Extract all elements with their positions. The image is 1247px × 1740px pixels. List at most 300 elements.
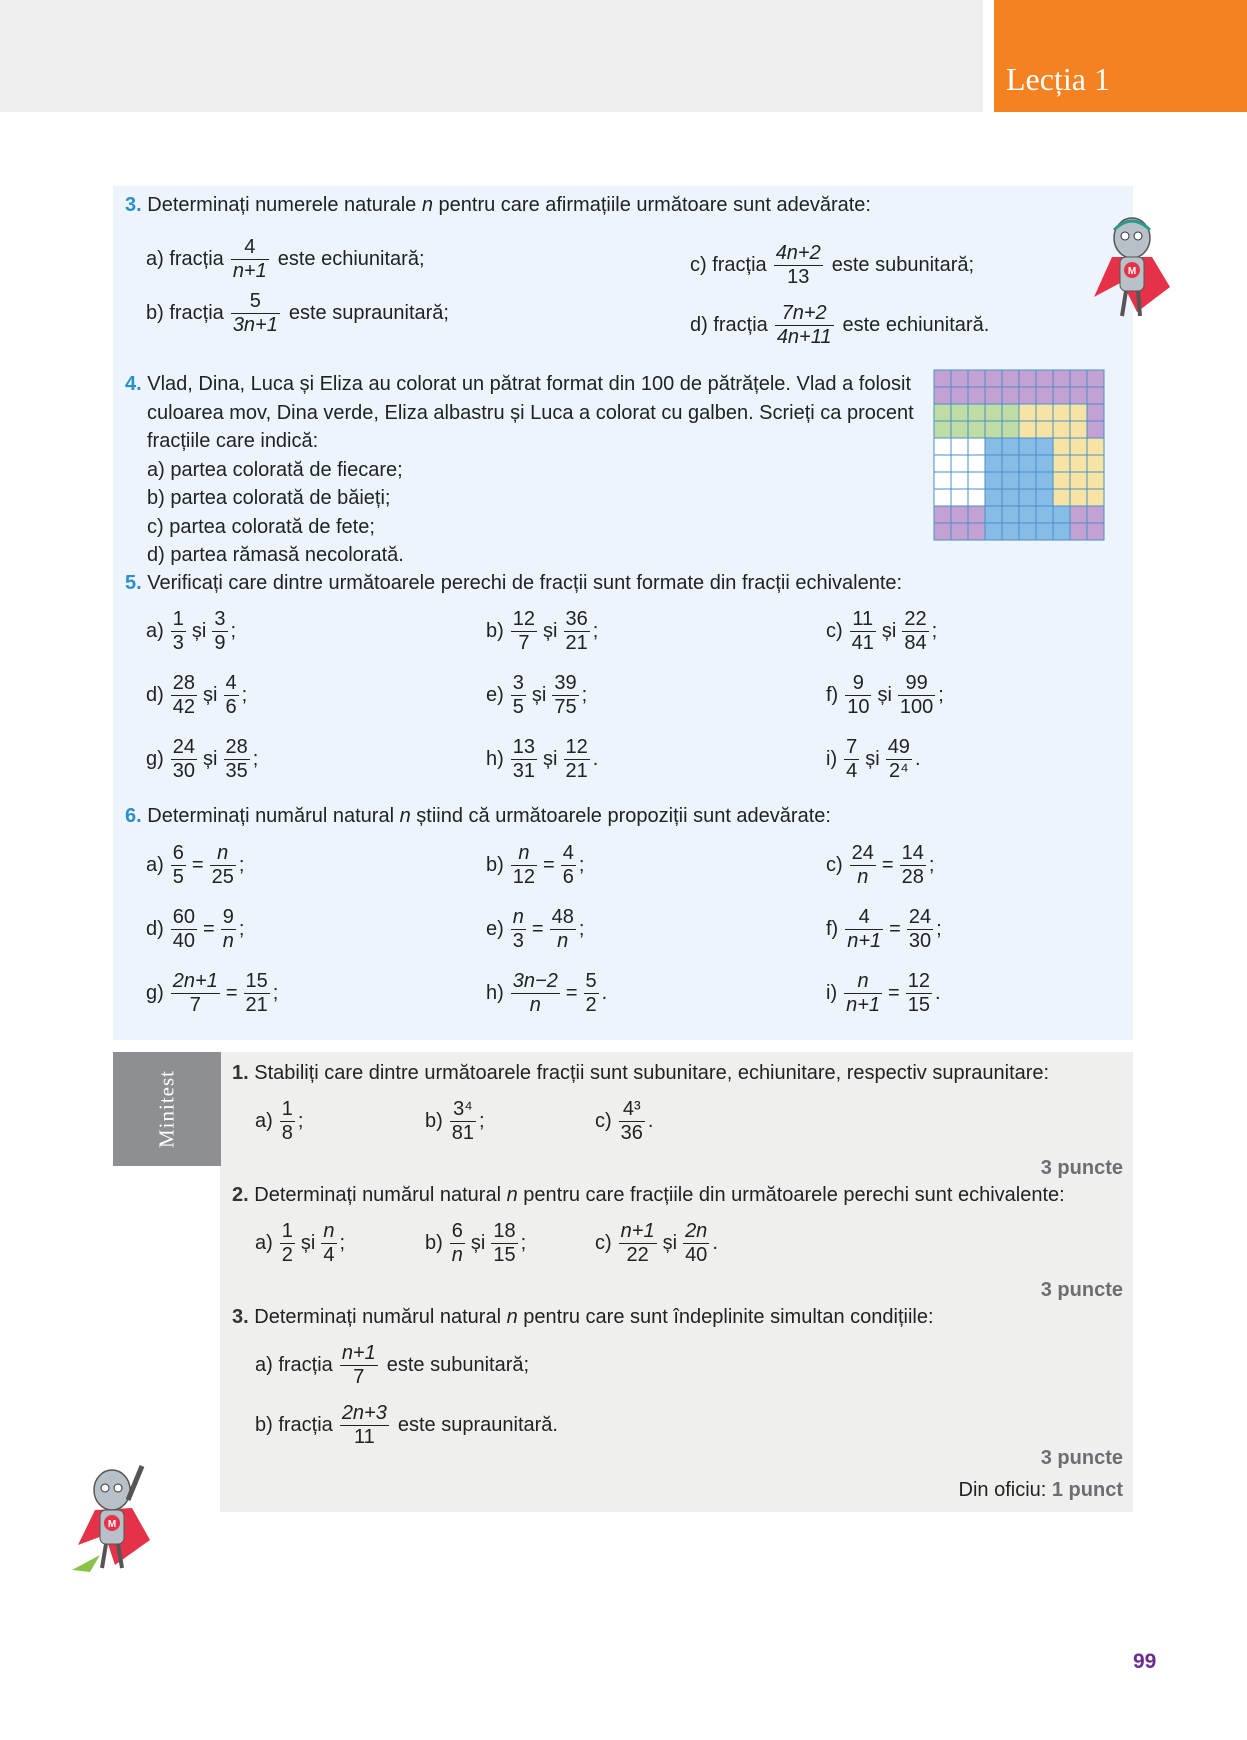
p4-line-1: Vlad, Dina, Luca și Eliza au colorat un pătrat format din 100 de pătrățele. Vlad a folosit bbox=[147, 373, 912, 395]
item-punctuation: ; bbox=[928, 854, 935, 876]
mini-q3-statement bbox=[232, 1306, 934, 1329]
si-word: și bbox=[470, 1232, 486, 1254]
mini-q1-statement bbox=[232, 1062, 1049, 1085]
p3-a-label: a) fracția bbox=[146, 248, 224, 270]
denominator: 4n+11 bbox=[776, 326, 832, 348]
denominator: 75 bbox=[554, 696, 577, 718]
grid-cell bbox=[934, 489, 951, 506]
item-punctuation: ; bbox=[581, 684, 588, 706]
denominator: 7 bbox=[340, 1365, 378, 1389]
grid-cell bbox=[968, 455, 985, 472]
denominator: 40 bbox=[172, 930, 196, 952]
numerator: 60 bbox=[172, 906, 196, 928]
mini-q3-number: 3. bbox=[232, 1306, 249, 1328]
p3-c-text: este subunitară; bbox=[831, 254, 975, 276]
grid-cell bbox=[1019, 472, 1036, 489]
grid-cell bbox=[934, 523, 951, 540]
lesson-title: Lecția 1 bbox=[1006, 61, 1110, 97]
denominator: 3 bbox=[172, 632, 184, 654]
grid-cell bbox=[934, 472, 951, 489]
fraction-right bbox=[906, 970, 932, 1017]
grid-cell bbox=[1070, 404, 1087, 421]
p4-line-2: culoarea mov, Dina verde, Eliza albastru și Luca a colorat cu galben. Scrieți ca procent bbox=[147, 401, 914, 424]
si-word: și bbox=[543, 748, 558, 770]
numerator: n+1 bbox=[620, 1220, 655, 1242]
minitest-tab bbox=[113, 1052, 221, 1166]
item-label: a) bbox=[146, 620, 164, 642]
grid-cell bbox=[985, 523, 1002, 540]
item-label: c) bbox=[595, 1110, 612, 1132]
denominator: 4 bbox=[846, 760, 858, 782]
item-label: b) bbox=[486, 620, 504, 642]
denominator: 9 bbox=[214, 632, 226, 654]
equals-sign: = bbox=[543, 854, 555, 876]
numerator: 9 bbox=[852, 672, 864, 694]
denominator: n+1 bbox=[232, 260, 267, 282]
grid-cell bbox=[1019, 523, 1036, 540]
grid-cell bbox=[1019, 421, 1036, 438]
grid-cell bbox=[1053, 506, 1070, 523]
grid-cell bbox=[1036, 489, 1053, 506]
p6items-item bbox=[826, 906, 942, 953]
equals-sign: = bbox=[889, 918, 901, 940]
grid-cell bbox=[951, 472, 968, 489]
item-label: d) bbox=[146, 684, 164, 706]
mini-q1-text: Stabiliți care dintre următoarele fracții sunt subunitare, echiunitare, respectiv supraunitare: bbox=[254, 1062, 1050, 1084]
fraction-left bbox=[171, 736, 197, 783]
fraction-left bbox=[619, 1220, 657, 1267]
p3-a-fraction bbox=[231, 236, 269, 283]
p5items-item bbox=[146, 608, 236, 655]
item-punctuation: ; bbox=[938, 684, 944, 706]
si-word: și bbox=[203, 684, 218, 706]
fraction-left bbox=[280, 1220, 295, 1267]
numerator: 15 bbox=[245, 970, 268, 992]
denominator: n bbox=[222, 930, 234, 952]
denominator: n bbox=[550, 929, 576, 953]
fraction bbox=[619, 1098, 645, 1145]
p4-line-6: c) partea colorată de fete; bbox=[147, 515, 375, 538]
svg-text:M: M bbox=[1127, 266, 1137, 277]
grid-cell bbox=[1053, 438, 1070, 455]
denominator: 10 bbox=[847, 696, 870, 718]
fraction-right bbox=[224, 736, 250, 783]
denominator: 41 bbox=[851, 632, 874, 654]
denominator: 22 bbox=[619, 1243, 657, 1267]
grid-cell bbox=[1036, 387, 1053, 404]
p3-item-d bbox=[690, 302, 989, 349]
numerator: 4 bbox=[225, 672, 237, 694]
grid-cell bbox=[985, 387, 1002, 404]
numerator: 2n+3 bbox=[341, 1402, 387, 1424]
denominator: 13 bbox=[774, 265, 823, 289]
denominator: 12 bbox=[512, 866, 536, 888]
si-word: și bbox=[203, 748, 218, 770]
grid-cell bbox=[1053, 421, 1070, 438]
numerator: 5 bbox=[249, 290, 261, 312]
grid-cell bbox=[1070, 387, 1087, 404]
item-label: i) bbox=[826, 982, 838, 1004]
denominator: n bbox=[850, 865, 876, 889]
grid-cell bbox=[1070, 472, 1087, 489]
numerator: 22 bbox=[904, 608, 927, 630]
p5items-item bbox=[486, 608, 598, 655]
item-punctuation: ; bbox=[238, 918, 245, 940]
si-word: și bbox=[300, 1232, 316, 1254]
p6-statement bbox=[125, 805, 831, 828]
grid-cell bbox=[985, 421, 1002, 438]
grid-cell bbox=[1087, 506, 1104, 523]
fraction-right bbox=[900, 842, 926, 889]
mq2-item bbox=[425, 1220, 526, 1267]
fraction-right bbox=[584, 970, 599, 1017]
fraction-left bbox=[511, 970, 560, 1017]
fraction-left bbox=[450, 1220, 465, 1267]
grid-cell bbox=[985, 404, 1002, 421]
mini-q2-number: 2. bbox=[232, 1184, 249, 1206]
p3-number: 3. bbox=[125, 194, 142, 216]
numerator: 48 bbox=[551, 906, 574, 928]
numerator: n+1 bbox=[341, 1342, 376, 1364]
p4-line-4: a) partea colorată de fiecare; bbox=[147, 458, 403, 481]
mini-q3-b-label: b) fracția bbox=[255, 1414, 333, 1436]
fraction-left bbox=[171, 906, 197, 953]
denominator: 7 bbox=[171, 993, 220, 1017]
item-label: a) bbox=[146, 854, 164, 876]
si-word: și bbox=[543, 620, 558, 642]
item-punctuation: ; bbox=[238, 854, 245, 876]
grid-cell bbox=[985, 455, 1002, 472]
equals-sign: = bbox=[203, 918, 215, 940]
numerator: 13 bbox=[512, 736, 536, 758]
denominator: 25 bbox=[211, 866, 234, 888]
grid-cell bbox=[968, 438, 985, 455]
p4-statement bbox=[125, 370, 914, 570]
numerator: 7 bbox=[846, 736, 858, 758]
grid-cell bbox=[1036, 523, 1053, 540]
denominator: 6 bbox=[225, 696, 237, 718]
grid-cell bbox=[951, 370, 968, 387]
mini-q3-text: Determinați numărul natural n pentru care sunt îndeplinite simultan condițiile: bbox=[254, 1306, 934, 1328]
numerator: 24 bbox=[851, 842, 874, 864]
equals-sign: = bbox=[225, 982, 238, 1004]
item-label: h) bbox=[486, 748, 504, 770]
fraction-right bbox=[907, 906, 933, 953]
p6items-item bbox=[146, 906, 244, 953]
fraction-left bbox=[844, 970, 882, 1017]
item-label: f) bbox=[826, 684, 839, 706]
mini-q2-statement bbox=[232, 1184, 1065, 1207]
grid-cell bbox=[968, 506, 985, 523]
item-label: b) bbox=[425, 1110, 443, 1132]
mini-q3-item-b bbox=[255, 1402, 558, 1449]
item-punctuation: . bbox=[712, 1232, 718, 1254]
item-label: e) bbox=[486, 918, 504, 940]
grid-cell bbox=[1053, 472, 1070, 489]
denominator: 5 bbox=[512, 696, 524, 718]
denominator: 2⁴ bbox=[886, 759, 912, 783]
denominator: 21 bbox=[245, 994, 268, 1016]
denominator: 100 bbox=[899, 696, 934, 718]
grid-cell bbox=[1087, 523, 1104, 540]
mini-q3-a-text: este subunitară; bbox=[386, 1354, 530, 1376]
numerator: n bbox=[857, 970, 869, 992]
numerator: 9 bbox=[222, 906, 234, 928]
equals-sign: = bbox=[191, 854, 204, 876]
si-word: și bbox=[877, 684, 892, 706]
grid-cell bbox=[1002, 523, 1019, 540]
denominator: 15 bbox=[907, 994, 930, 1016]
item-punctuation: . bbox=[934, 982, 941, 1004]
grid-cell bbox=[1070, 506, 1087, 523]
grid-cell bbox=[934, 438, 951, 455]
item-punctuation: ; bbox=[479, 1110, 485, 1132]
denominator: 15 bbox=[493, 1244, 516, 1266]
p5items-item bbox=[486, 672, 587, 719]
denominator: 4 bbox=[323, 1244, 335, 1266]
numerator: 99 bbox=[905, 672, 928, 694]
denominator: n+1 bbox=[846, 994, 881, 1016]
grid-cell bbox=[1036, 404, 1053, 421]
denominator: 28 bbox=[901, 866, 924, 888]
p6items-item bbox=[826, 842, 934, 889]
grid-cell bbox=[1002, 404, 1019, 421]
item-label: c) bbox=[826, 620, 843, 642]
grid-cell bbox=[968, 404, 985, 421]
p3-d-fraction bbox=[775, 302, 834, 349]
denominator: 3 bbox=[512, 930, 524, 952]
p6items-item bbox=[826, 970, 941, 1017]
fraction-right bbox=[552, 672, 578, 719]
mq1-item bbox=[255, 1098, 303, 1145]
grid-cell bbox=[1053, 370, 1070, 387]
fraction-left bbox=[850, 608, 876, 655]
fraction-right bbox=[564, 736, 590, 783]
item-punctuation: . bbox=[914, 748, 921, 770]
fraction-right bbox=[561, 842, 576, 889]
grid-cell bbox=[1053, 387, 1070, 404]
p6items-item bbox=[486, 970, 607, 1017]
fraction-right bbox=[491, 1220, 517, 1267]
item-label: g) bbox=[146, 748, 164, 770]
item-punctuation: ; bbox=[297, 1110, 304, 1132]
equals-sign: = bbox=[888, 982, 900, 1004]
numerator: 1 bbox=[281, 1098, 293, 1120]
item-label: c) bbox=[826, 854, 843, 876]
item-punctuation: ; bbox=[931, 620, 938, 642]
si-word: și bbox=[881, 620, 897, 642]
denominator: 7 bbox=[511, 631, 537, 655]
denominator: 2 bbox=[585, 994, 597, 1016]
denominator: 5 bbox=[172, 866, 184, 888]
p5items-item bbox=[826, 736, 921, 783]
grid-cell bbox=[1019, 506, 1036, 523]
grid-cell bbox=[934, 455, 951, 472]
item-punctuation: . bbox=[647, 1110, 654, 1132]
grid-cell bbox=[1087, 404, 1104, 421]
grid-cell bbox=[1036, 472, 1053, 489]
mini-q3-item-a bbox=[255, 1342, 529, 1389]
numerator: 2n bbox=[685, 1220, 708, 1242]
numerator: 2n+1 bbox=[172, 970, 218, 992]
grid-cell bbox=[1019, 387, 1036, 404]
item-label: b) bbox=[486, 854, 504, 876]
numerator: 36 bbox=[565, 608, 588, 630]
fraction-right bbox=[550, 906, 576, 953]
numerator: 3 bbox=[512, 672, 524, 694]
grid-cell bbox=[1002, 472, 1019, 489]
p6items-item bbox=[486, 906, 584, 953]
numerator: 39 bbox=[554, 672, 577, 694]
denominator: n bbox=[451, 1244, 463, 1266]
grid-cell bbox=[1053, 404, 1070, 421]
fraction-right bbox=[683, 1220, 709, 1267]
p6items-item bbox=[146, 970, 278, 1017]
grid-cell bbox=[934, 370, 951, 387]
item-punctuation: ; bbox=[578, 918, 585, 940]
fraction bbox=[450, 1098, 476, 1145]
p3-b-text: este supraunitară; bbox=[288, 302, 449, 324]
fraction-left bbox=[171, 970, 220, 1017]
numerator: 12 bbox=[907, 970, 930, 992]
numerator: 14 bbox=[901, 842, 924, 864]
denominator: 30 bbox=[908, 930, 932, 952]
grid-cell bbox=[985, 438, 1002, 455]
mq1-item bbox=[425, 1098, 485, 1145]
p5-statement bbox=[125, 572, 902, 595]
item-label: g) bbox=[146, 982, 164, 1004]
grid-cell bbox=[951, 404, 968, 421]
mini-q1-points: 3 puncte bbox=[1040, 1157, 1123, 1179]
fraction-left bbox=[171, 842, 186, 889]
item-punctuation: ; bbox=[578, 854, 585, 876]
mini-q3-points: 3 puncte bbox=[1040, 1447, 1123, 1469]
grid-cell bbox=[1070, 421, 1087, 438]
equals-sign: = bbox=[531, 918, 544, 940]
grid-cell bbox=[1036, 506, 1053, 523]
item-punctuation: . bbox=[601, 982, 608, 1004]
equals-sign: = bbox=[881, 854, 894, 876]
p3-item-a bbox=[146, 236, 425, 283]
oficiu-label: Din oficiu: bbox=[958, 1479, 1047, 1501]
fraction-left bbox=[171, 608, 186, 655]
p3-item-c bbox=[690, 242, 974, 289]
denominator: 42 bbox=[172, 696, 196, 718]
denominator: 11 bbox=[340, 1425, 389, 1449]
lesson-tab bbox=[994, 0, 1247, 112]
numerator: 3⁴ bbox=[453, 1098, 473, 1120]
colored-square-grid bbox=[933, 369, 1105, 541]
numerator: 4 bbox=[562, 842, 574, 864]
grid-cell bbox=[951, 387, 968, 404]
numerator: 3n−2 bbox=[512, 970, 558, 992]
mini-q2-text: Determinați numărul natural n pentru care fracțiile din următoarele perechi sunt echivalente: bbox=[254, 1184, 1065, 1206]
p5-number: 5. bbox=[125, 572, 142, 594]
numerator: 12 bbox=[565, 736, 588, 758]
denominator: 40 bbox=[685, 1244, 708, 1266]
fraction-right bbox=[886, 736, 912, 783]
item-label: c) bbox=[595, 1232, 612, 1254]
numerator: 4 bbox=[858, 906, 870, 928]
item-punctuation: ; bbox=[230, 620, 237, 642]
numerator: n bbox=[217, 842, 229, 864]
grid-cell bbox=[1087, 455, 1104, 472]
si-word: și bbox=[531, 684, 547, 706]
si-word: și bbox=[865, 748, 880, 770]
denominator: 8 bbox=[281, 1122, 293, 1144]
grid-cell bbox=[968, 387, 985, 404]
mq1-item bbox=[595, 1098, 653, 1145]
grid-cell bbox=[1002, 370, 1019, 387]
mq2-item bbox=[595, 1220, 718, 1267]
fraction bbox=[280, 1098, 295, 1145]
denominator: 36 bbox=[620, 1122, 643, 1144]
grid-cell bbox=[1087, 438, 1104, 455]
denominator: 35 bbox=[225, 760, 248, 782]
numerator: 7n+2 bbox=[781, 302, 827, 324]
grid-cell bbox=[1002, 455, 1019, 472]
fraction-left bbox=[845, 672, 871, 719]
item-punctuation: ; bbox=[592, 620, 599, 642]
numerator: n bbox=[518, 842, 530, 864]
grid-cell bbox=[934, 506, 951, 523]
grid-cell bbox=[934, 421, 951, 438]
fraction-right bbox=[212, 608, 227, 655]
denominator: 30 bbox=[172, 760, 196, 782]
fraction-left bbox=[511, 842, 537, 889]
fraction-left bbox=[511, 906, 526, 953]
grid-cell bbox=[1002, 489, 1019, 506]
item-label: d) bbox=[146, 918, 164, 940]
si-word: și bbox=[191, 620, 207, 642]
numerator: 5 bbox=[585, 970, 597, 992]
numerator: 28 bbox=[225, 736, 248, 758]
grid-cell bbox=[985, 472, 1002, 489]
grid-cell bbox=[1070, 370, 1087, 387]
p5items-item bbox=[146, 736, 258, 783]
denominator: 21 bbox=[565, 760, 588, 782]
grid-cell bbox=[1002, 438, 1019, 455]
fraction-right bbox=[210, 842, 236, 889]
p3-a-text: este echiunitară; bbox=[277, 248, 425, 270]
p4-line-7: d) partea rămasă necolorată. bbox=[147, 544, 404, 566]
grid-cell bbox=[1019, 370, 1036, 387]
svg-text:M: M bbox=[107, 1519, 117, 1530]
numerator: 6 bbox=[172, 842, 184, 864]
item-label: a) bbox=[255, 1110, 273, 1132]
p4-line-3: fracțiile care indică: bbox=[147, 430, 319, 452]
grid-cell bbox=[968, 421, 985, 438]
denominator: 81 bbox=[451, 1122, 475, 1144]
p5items-item bbox=[146, 672, 247, 719]
numerator: 18 bbox=[493, 1220, 516, 1242]
p3-c-fraction bbox=[774, 242, 823, 289]
numerator: 49 bbox=[887, 736, 910, 758]
grid-cell bbox=[1002, 387, 1019, 404]
mini-q3-a-label: a) fracția bbox=[255, 1354, 333, 1376]
fraction-left bbox=[511, 608, 537, 655]
grid-cell bbox=[1070, 523, 1087, 540]
item-label: f) bbox=[826, 918, 839, 940]
grid-cell bbox=[1087, 421, 1104, 438]
p5items-item bbox=[486, 736, 598, 783]
numerator: 4 bbox=[244, 236, 256, 258]
item-label: e) bbox=[486, 684, 504, 706]
p3-b-fraction bbox=[231, 290, 280, 337]
denominator: 84 bbox=[904, 632, 927, 654]
item-punctuation: ; bbox=[252, 748, 259, 770]
grid-cell bbox=[1036, 370, 1053, 387]
